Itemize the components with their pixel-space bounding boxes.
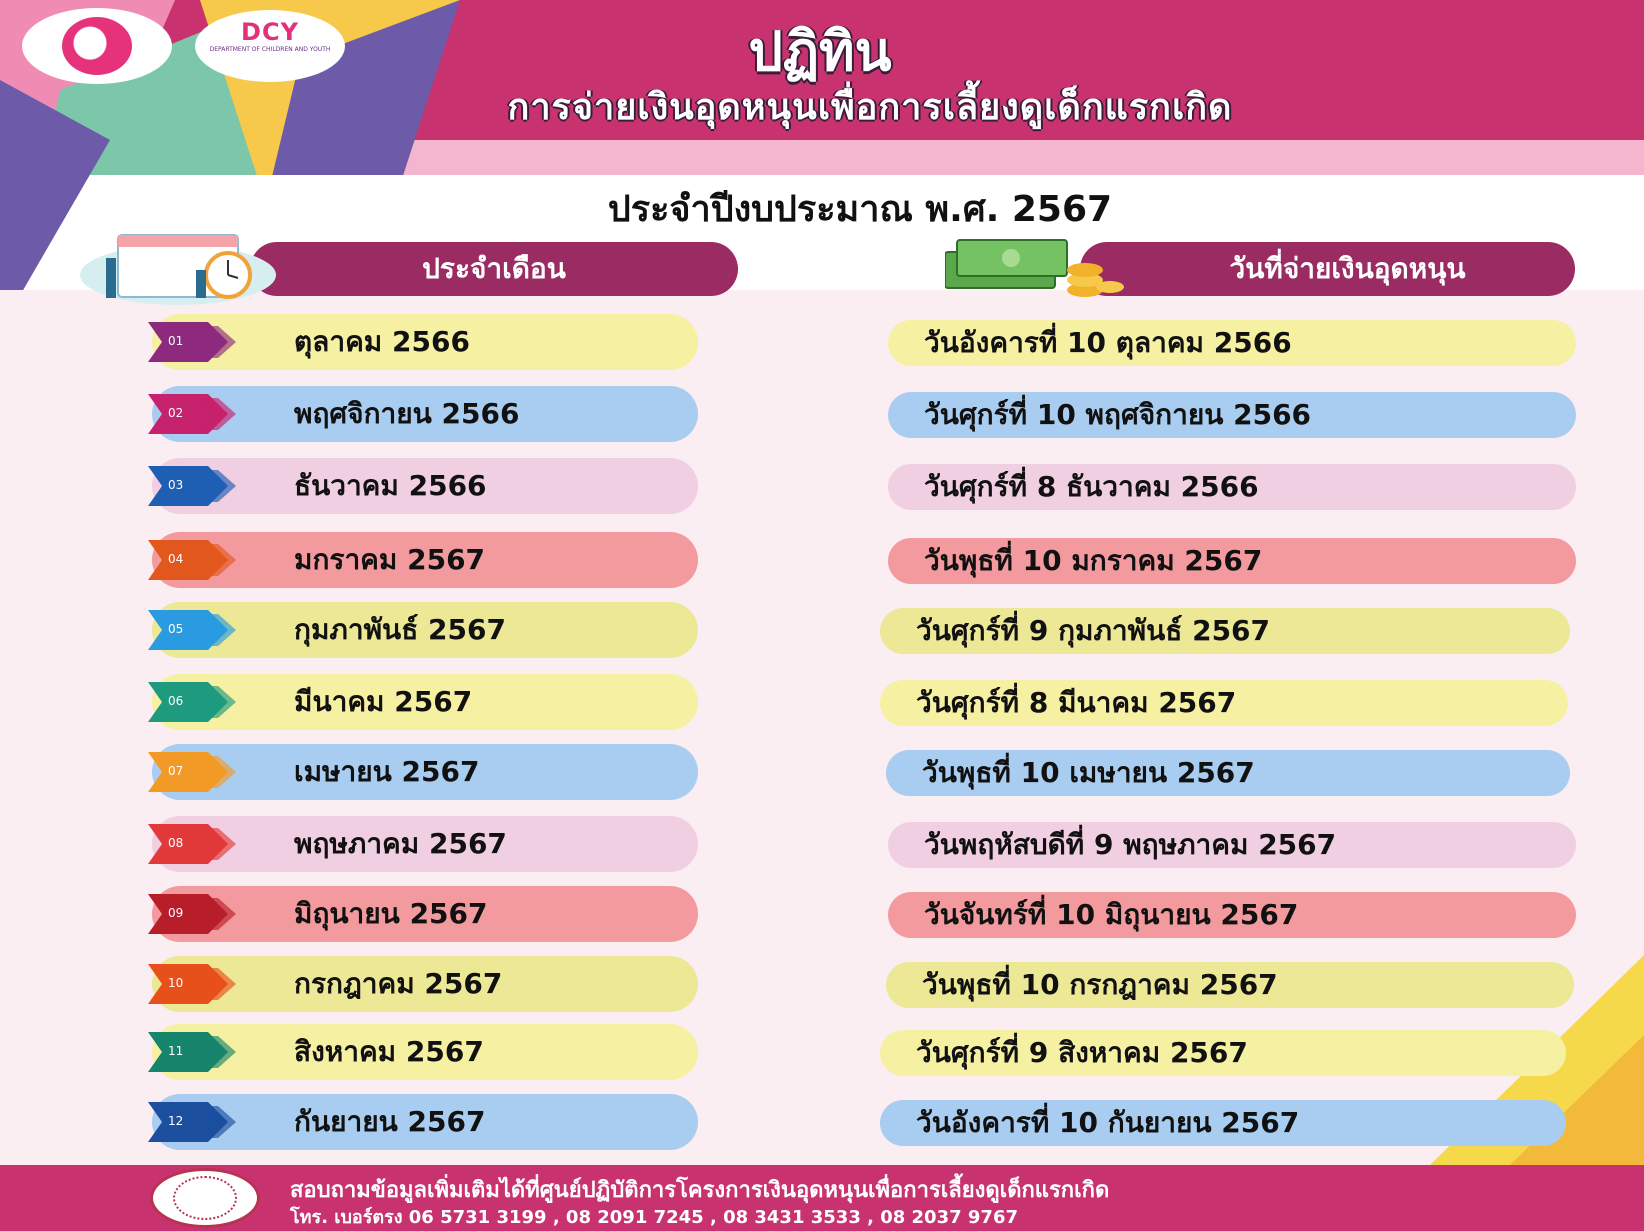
arrow-icon (148, 964, 248, 1004)
month-cell: พฤษภาคม 2567 (152, 816, 698, 872)
month-number-badge (148, 610, 248, 650)
header-banner (0, 0, 1644, 185)
mother-child-icon (62, 17, 132, 75)
month-number: 06 (168, 694, 184, 708)
month-cell: มีนาคม 2567 (152, 674, 698, 730)
arrow-icon (148, 752, 248, 792)
payment-date-cell: วันศุกร์ที่ 9 สิงหาคม 2567 (880, 1030, 1566, 1076)
month-column-header (250, 242, 738, 296)
month-cell: กันยายน 2567 (152, 1094, 698, 1150)
dcy-logo (195, 10, 345, 82)
month-number: 01 (168, 334, 184, 348)
month-column-header-label: ประจำเดือน (422, 252, 566, 285)
month-number-badge (148, 1032, 248, 1072)
arrow-icon (148, 394, 248, 434)
arrow-icon (148, 682, 248, 722)
month-cell: สิงหาคม 2567 (152, 1024, 698, 1080)
arrow-icon (148, 894, 248, 934)
month-number-badge (148, 394, 248, 434)
government-seal-logo (150, 1168, 260, 1228)
month-cell: ธันวาคม 2566 (152, 458, 698, 514)
month-number-badge (148, 540, 248, 580)
calendar-illustration-icon (78, 230, 278, 310)
payment-date-cell: วันพุธที่ 10 เมษายน 2567 (886, 750, 1570, 796)
month-number: 08 (168, 836, 184, 850)
month-cell: พฤศจิกายน 2566 (152, 386, 698, 442)
footer-phone-numbers: โทร. เบอร์ตรง 06 5731 3199 , 08 2091 7245 , 08 3431 3533 , 08 2037 9767 (290, 1207, 1018, 1228)
arrow-icon (148, 1032, 248, 1072)
month-number: 12 (168, 1114, 184, 1128)
arrow-icon (148, 1102, 248, 1142)
month-number: 03 (168, 478, 184, 492)
arrow-icon (148, 466, 248, 506)
month-cell: เมษายน 2567 (152, 744, 698, 800)
dcy-logo-text: DCY (241, 18, 299, 46)
footer-info-text: สอบถามข้อมูลเพิ่มเติมได้ที่ศูนย์ปฏิบัติการโครงการเงินอุดหนุนเพื่อการเลี้ยงดูเด็กแรกเกิด (290, 1178, 1110, 1203)
date-column-header (1080, 242, 1575, 296)
month-number: 10 (168, 976, 184, 990)
month-number: 11 (168, 1044, 184, 1058)
month-cell: มกราคม 2567 (152, 532, 698, 588)
month-number-badge (148, 824, 248, 864)
month-cell: กุมภาพันธ์ 2567 (152, 602, 698, 658)
payment-date-cell: วันศุกร์ที่ 10 พฤศจิกายน 2566 (888, 392, 1576, 438)
newborn-logo (22, 8, 172, 84)
payment-date-cell: วันศุกร์ที่ 8 มีนาคม 2567 (880, 680, 1568, 726)
arrow-icon (148, 540, 248, 580)
month-number: 04 (168, 552, 184, 566)
page-title: ปฏิทิน (748, 20, 892, 83)
payment-date-cell: วันพุธที่ 10 มกราคม 2567 (888, 538, 1576, 584)
arrow-icon (148, 824, 248, 864)
month-number-badge (148, 894, 248, 934)
month-number: 05 (168, 622, 184, 636)
payment-date-cell: วันศุกร์ที่ 8 ธันวาคม 2566 (888, 464, 1576, 510)
date-column-header-label: วันที่จ่ายเงินอุดหนุน (1229, 252, 1466, 285)
payment-date-cell: วันจันทร์ที่ 10 มิถุนายน 2567 (888, 892, 1576, 938)
fiscal-year-heading: ประจำปีงบประมาณ พ.ศ. 2567 (607, 189, 1113, 230)
month-cell: กรกฎาคม 2567 (152, 956, 698, 1012)
payment-date-cell: วันพุธที่ 10 กรกฎาคม 2567 (886, 962, 1574, 1008)
payment-date-cell: วันศุกร์ที่ 9 กุมภาพันธ์ 2567 (880, 608, 1570, 654)
month-number-badge (148, 752, 248, 792)
seal-emblem-icon (173, 1176, 237, 1220)
payment-date-cell: วันพฤหัสบดีที่ 9 พฤษภาคม 2567 (888, 822, 1576, 868)
arrow-icon (148, 610, 248, 650)
month-number-badge (148, 466, 248, 506)
month-cell: ตุลาคม 2566 (152, 314, 698, 370)
money-illustration-icon (945, 232, 1125, 302)
page-subtitle: การจ่ายเงินอุดหนุนเพื่อการเลี้ยงดูเด็กแรกเกิด (507, 87, 1233, 128)
dcy-logo-subtext: DEPARTMENT OF CHILDREN AND YOUTH (209, 46, 331, 53)
month-cell: มิถุนายน 2567 (152, 886, 698, 942)
payment-date-cell: วันอังคารที่ 10 ตุลาคม 2566 (888, 320, 1576, 366)
arrow-icon (148, 322, 248, 362)
month-number: 07 (168, 764, 184, 778)
month-number-badge (148, 1102, 248, 1142)
payment-date-cell: วันอังคารที่ 10 กันยายน 2567 (880, 1100, 1566, 1146)
month-number-badge (148, 322, 248, 362)
month-number-badge (148, 964, 248, 1004)
month-number: 09 (168, 906, 184, 920)
month-number-badge (148, 682, 248, 722)
month-number: 02 (168, 406, 184, 420)
